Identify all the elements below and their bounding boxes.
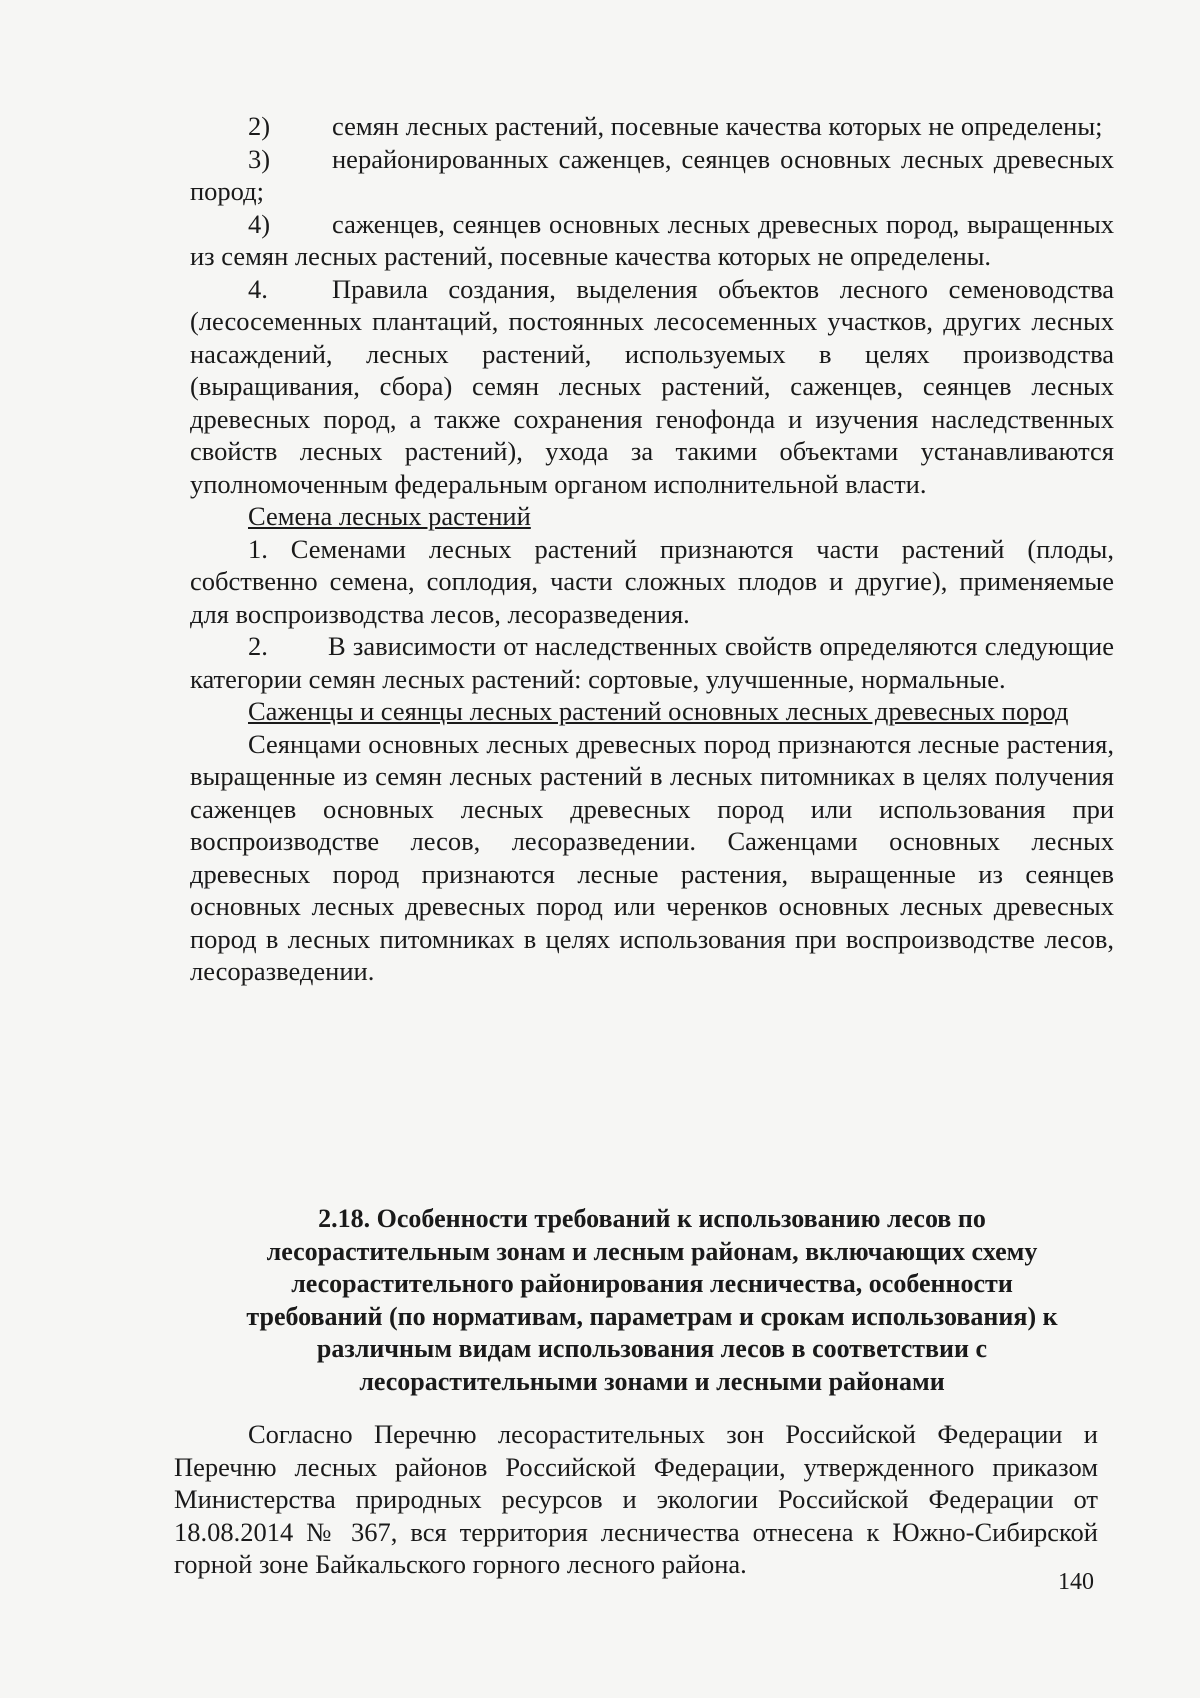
section-heading-line: лесорастительным зонам и лесным районам, включающих схему (266, 1236, 1038, 1266)
list-item (190, 208, 1114, 273)
section-heading-line: лесорастительного районирования лесничества, особенности (291, 1269, 1013, 1298)
point-4-number: 4. (248, 273, 268, 304)
seeds-paragraph-1: 1. Семенами лесных растений признаются части растений (плоды, собственно семена, соплодия, части сложных плодов и другие), применяемые для воспроизводства лесов, лесоразведения. (190, 533, 1114, 629)
seedlings-subheading: Саженцы и сеянцы лесных растений основных лесных древесных пород (248, 696, 1069, 726)
list-item-text: нерайонированных саженцев, сеянцев основных лесных древесных пород; (190, 143, 1114, 206)
seeds-paragraph-2-text: В зависимости от наследственных свойств определяются следующие категории семян лесных растений: сортовые, улучшенные, нормальные. (190, 631, 1114, 694)
section-heading-line: требований (по нормативам, параметрам и срокам использования) к (246, 1301, 1058, 1331)
section-heading-line: различным видам использования лесов в соответствии с (316, 1334, 988, 1363)
list-item-text: саженцев, сеянцев основных лесных древесных пород, выращенных из семян лесных растений, посевные качества которых не определены. (190, 208, 1114, 271)
final-paragraph: Согласно Перечню лесорастительных зон Российской Федерации и Перечню лесных районов Российской Федерации, утвержденного приказом Министерства природных ресурсов и экологии Российской Федерации от 18.08.2014 № 367, вся территория лесничества отнесена к Южно-Сибирской горной зоне Байкальского горного лесного района. (174, 1419, 1098, 1579)
list-item-number: 2) (248, 111, 271, 141)
list-item-number: 4) (248, 208, 271, 239)
body-text (190, 110, 1114, 988)
point-4-paragraph (190, 273, 1114, 501)
point-4-text: Правила создания, выделения объектов лесного семеноводства (лесосеменных плантаций, постоянных лесосеменных участков, других лесных насаждений, лесных растений, используемых в целях производства (выращивания, сбора) семян лесных растений, саженцев, сеянцев лесных древесных пород, а также сохранения генофонда и изучения наследственных свойств лесных растений), ухода за такими объектами устанавливаются уполномоченным федеральным органом исполнительной власти. (190, 273, 1114, 499)
list-item-number: 3) (248, 143, 271, 174)
list-item (190, 110, 1114, 143)
section-heading-line: лесорастительными зонами и лесными районами (359, 1366, 945, 1396)
seedlings-paragraph: Сеянцами основных лесных древесных пород признаются лесные растения, выращенные из семян лесных растений в лесных питомниках в целях получения саженцев основных лесных древесных пород или использования при воспроизводстве лесов, лесоразведении. Саженцами основных лесных древесных пород признаются лесные растения, выращенные из сеянцев основных лесных древесных пород или черенков основных лесных древесных пород в лесных питомниках в целях использования при воспроизводстве лесов, лесоразведении. (190, 728, 1114, 986)
seeds-subheading: Семена лесных растений (248, 501, 531, 531)
seeds-paragraph-2-number: 2. (248, 631, 268, 661)
page-number: 140 (1058, 1569, 1094, 1595)
section-heading-line: 2.18. Особенности требований к использованию лесов по (318, 1204, 986, 1233)
list-item (190, 143, 1114, 208)
seeds-paragraph-2 (190, 630, 1114, 695)
section-heading (190, 1203, 1114, 1398)
list-item-text: семян лесных растений, посевные качества которых не определены; (332, 111, 1103, 141)
